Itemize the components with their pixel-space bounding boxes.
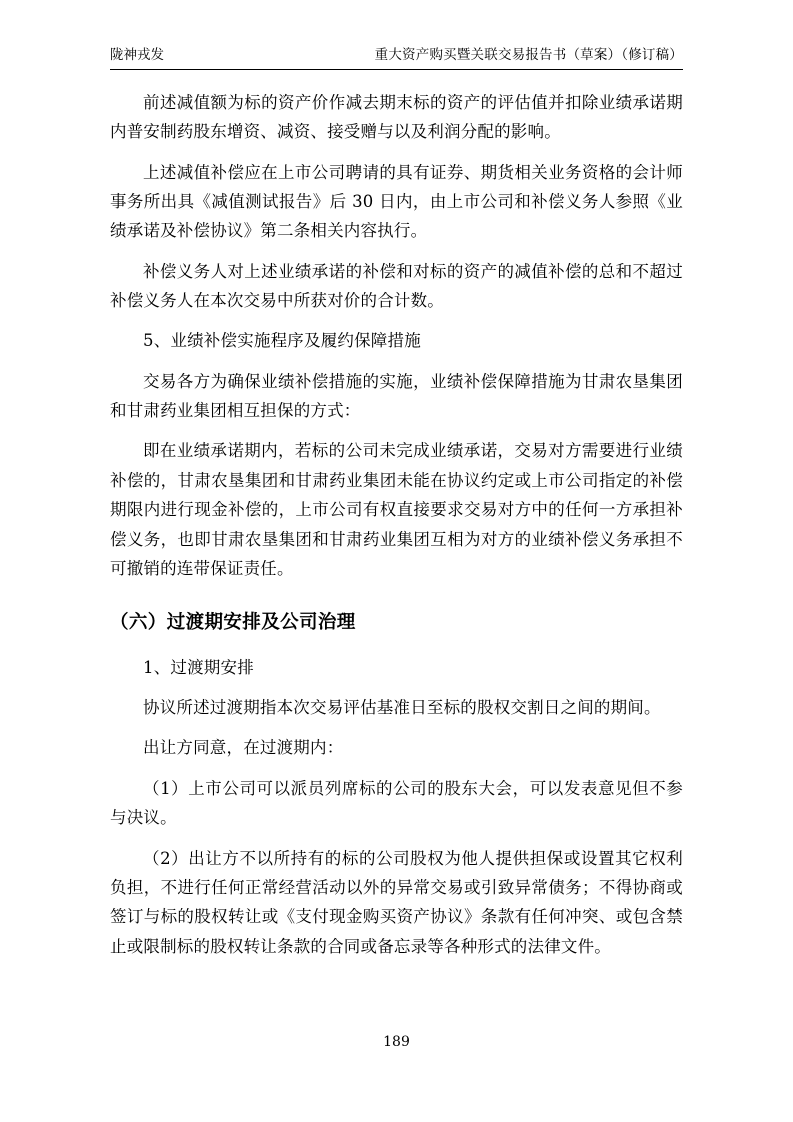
- paragraph: 即在业绩承诺期内，若标的公司未完成业绩承诺，交易对方需要进行业绩补偿的，甘肃农垦集团和甘肃药业集团未能在协议约定或上市公司指定的补偿期限内进行现金补偿的，上市公司有权直接要求交易对方中的任何一方承担补偿义务，也即甘肃农垦集团和甘肃药业集团互相为对方的业绩补偿义务承担不可撤销的连带保证责任。: [110, 441, 683, 578]
- paragraph: 上述减值补偿应在上市公司聘请的具有证券、期货相关业务资格的会计师事务所出具《减值测试报告》后 30 日内，由上市公司和补偿义务人参照《业绩承诺及补偿协议》第二条相关内容执行。: [110, 162, 683, 241]
- page-header: [110, 46, 683, 68]
- paragraph: （2）出让方不以所持有的标的公司股权为他人提供担保或设置其它权利负担，不进行任何正常经营活动以外的异常交易或引致异常债务；不得协商或签订与标的股权转让或《支付现金购买资产协议》条款有任何冲突、或包含禁止或限制标的股权转让条款的合同或备忘录等各种形式的法律文件。: [110, 848, 683, 956]
- page-number: 189: [383, 1034, 410, 1050]
- paragraph: 交易各方为确保业绩补偿措施的实施，业绩补偿保障措施为甘肃农垦集团和甘肃药业集团相互担保的方式：: [110, 371, 683, 421]
- paragraph: 5、业绩补偿实施程序及履约保障措施: [143, 331, 421, 351]
- header-divider: [110, 69, 683, 70]
- section-heading: （六）过渡期安排及公司治理: [110, 612, 356, 634]
- paragraph: 出让方同意，在过渡期内：: [143, 738, 344, 758]
- paragraph: 前述减值额为标的资产价作减去期末标的资产的评估值并扣除业绩承诺期内普安制药股东增资、减资、接受赠与以及利润分配的影响。: [110, 92, 683, 142]
- paragraph: （1）上市公司可以派员列席标的公司的股东大会，可以发表意见但不参与决议。: [110, 778, 683, 828]
- page-content: [110, 46, 683, 972]
- paragraph: 协议所述过渡期指本次交易评估基准日至标的股权交割日之间的期间。: [143, 698, 661, 718]
- header-document-title: 重大资产购买暨关联交易报告书（草案）（修订稿）: [374, 47, 683, 63]
- header-company-name: 陇神戎发: [110, 47, 164, 63]
- paragraph: 1、过渡期安排: [143, 657, 254, 677]
- document-body: [110, 88, 683, 961]
- paragraph: 补偿义务人对上述业绩承诺的补偿和对标的资产的减值补偿的总和不超过补偿义务人在本次交易中所获对价的合计数。: [110, 261, 683, 311]
